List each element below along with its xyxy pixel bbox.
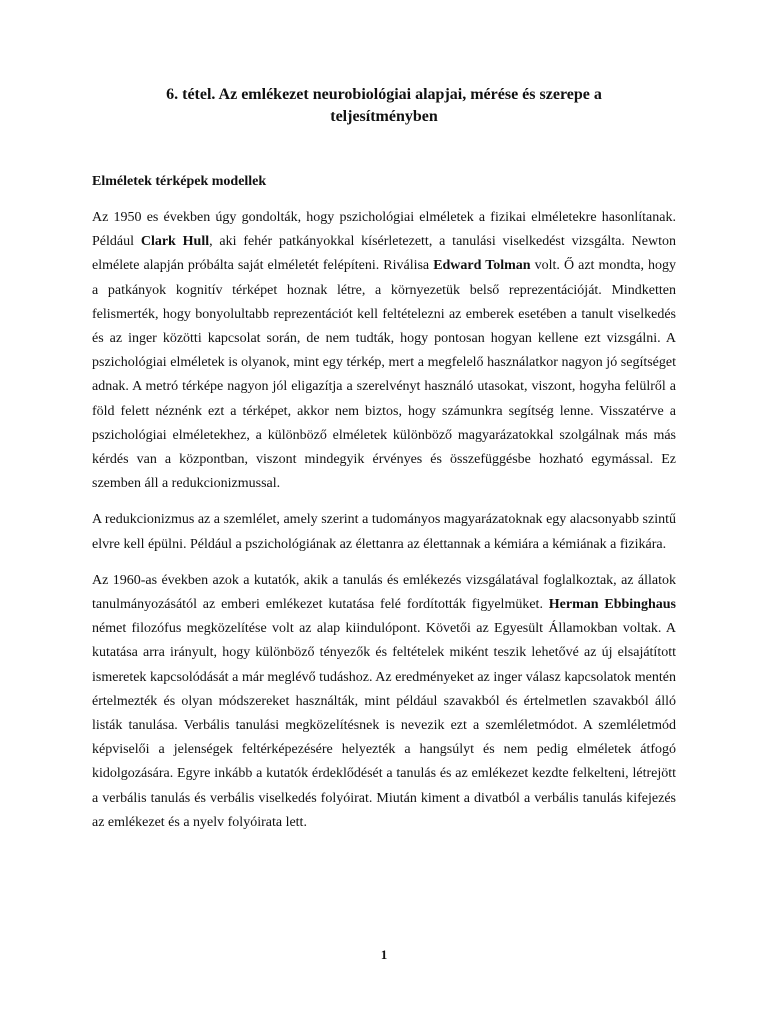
- title-line-2: teljesítményben: [330, 108, 438, 125]
- document-title: [92, 84, 676, 128]
- name-edward-tolman: Edward Tolman: [433, 258, 531, 274]
- paragraph-3: [92, 569, 676, 835]
- name-herman-ebbinghaus: Herman Ebbinghaus: [548, 597, 676, 613]
- title-line-1: 6. tétel. Az emlékezet neurobiológiai alapjai, mérése és szerepe a: [166, 86, 602, 103]
- paragraph-1-text-a: Az 1950 es években úgy gondolták, hogy pszichológiai elméletek a fizikai elméletekre hasonlítanak. Például: [92, 210, 676, 250]
- section-heading: Elméletek térképek modellek: [92, 174, 267, 189]
- name-clark-hull: Clark Hull: [140, 234, 210, 250]
- paragraph-1-text-b: , aki fehér patkányokkal kísérletezett, a tanulási viselkedést vizsgálta. Newton elmélete alapján próbálta saját elméletét felépíteni. Riválisa: [92, 234, 676, 274]
- paragraph-1-text-c: volt. Ő azt mondta, hogy a patkányok kognitív térképet hoznak létre, a környezetük belső reprezentációját. Mindketten felismerték, hogy bonyolultabb reprezentációt kell feltételezni az emberek esetében a tanult viselkedés és az inger közötti kapcsolat során, de nem tudták, hogy pontosan hogyan kellene ezt vizsgálni. A pszichológiai elméletek is olyanok, mint egy térkép, mert a megfelelő használatkor nagyon jó segítséget adnak. A metró térképe nagyon jól eligazítja a szerelvényt használó utasokat, viszont, hogyha felülről a föld felett néznénk ezt a térképet, akkor nem biztos, hogy számunkra segítség lenne. Visszatérve a pszichológiai elméletekhez, a különböző elméletek különböző magyarázatokkal szolgálnak más más kérdés van a központban, viszont mindegyik érvényes és összefüggésbe hozható egymással. Ez szemben áll a redukcionizmussal.: [92, 258, 677, 492]
- page-number: 1: [380, 947, 388, 962]
- paragraph-2: A redukcionizmus az a szemlélet, amely szerint a tudományos magyarázatoknak egy alacsonyabb szintű elvre kell épülni. Például a pszichológiának az élettanra az élettannak a kémiára a kémiának a fizikára.: [92, 512, 676, 552]
- document-page: [92, 84, 676, 847]
- paragraph-1: [92, 206, 676, 496]
- paragraph-3-text-a: Az 1960-as években azok a kutatók, akik a tanulás és emlékezés vizsgálatával foglalkoztak, az állatok tanulmányozásától az emberi emlékezet kutatása felé fordították figyelmüket.: [92, 572, 676, 613]
- paragraph-3-text-b: német filozófus megközelítése volt az alap kiindulópont. Követői az Egyesült Államokban voltak. A kutatása arra irányult, hogy különböző tényezők és feltételek miként teszik lehetővé az új elsajátított ismeretek kapcsolódását a már meglévő tudáshoz. Az eredményeket az inger válasz kapcsolatok mentén értelmezték és olyan módszereket használták, mint például szavakból és értelmetlen szavakból álló listák tanulása. Verbális tanulási megközelítésnek is nevezik ezt a szemléletmódot. A szemléletmód képviselői a jelenségek feltérképezésére helyezték a hangsúlyt és nem pedig elméletek átfogó kidolgozására. Egyre inkább a kutatók érdeklődését a tanulás és az emlékezet kezdte felkelteni, létrejött a verbális tanulás és verbális viselkedés folyóirat. Miután kiment a divatból a verbális tanulás kifejezés az emlékezet és a nyelv folyóirata lett.: [92, 621, 676, 830]
